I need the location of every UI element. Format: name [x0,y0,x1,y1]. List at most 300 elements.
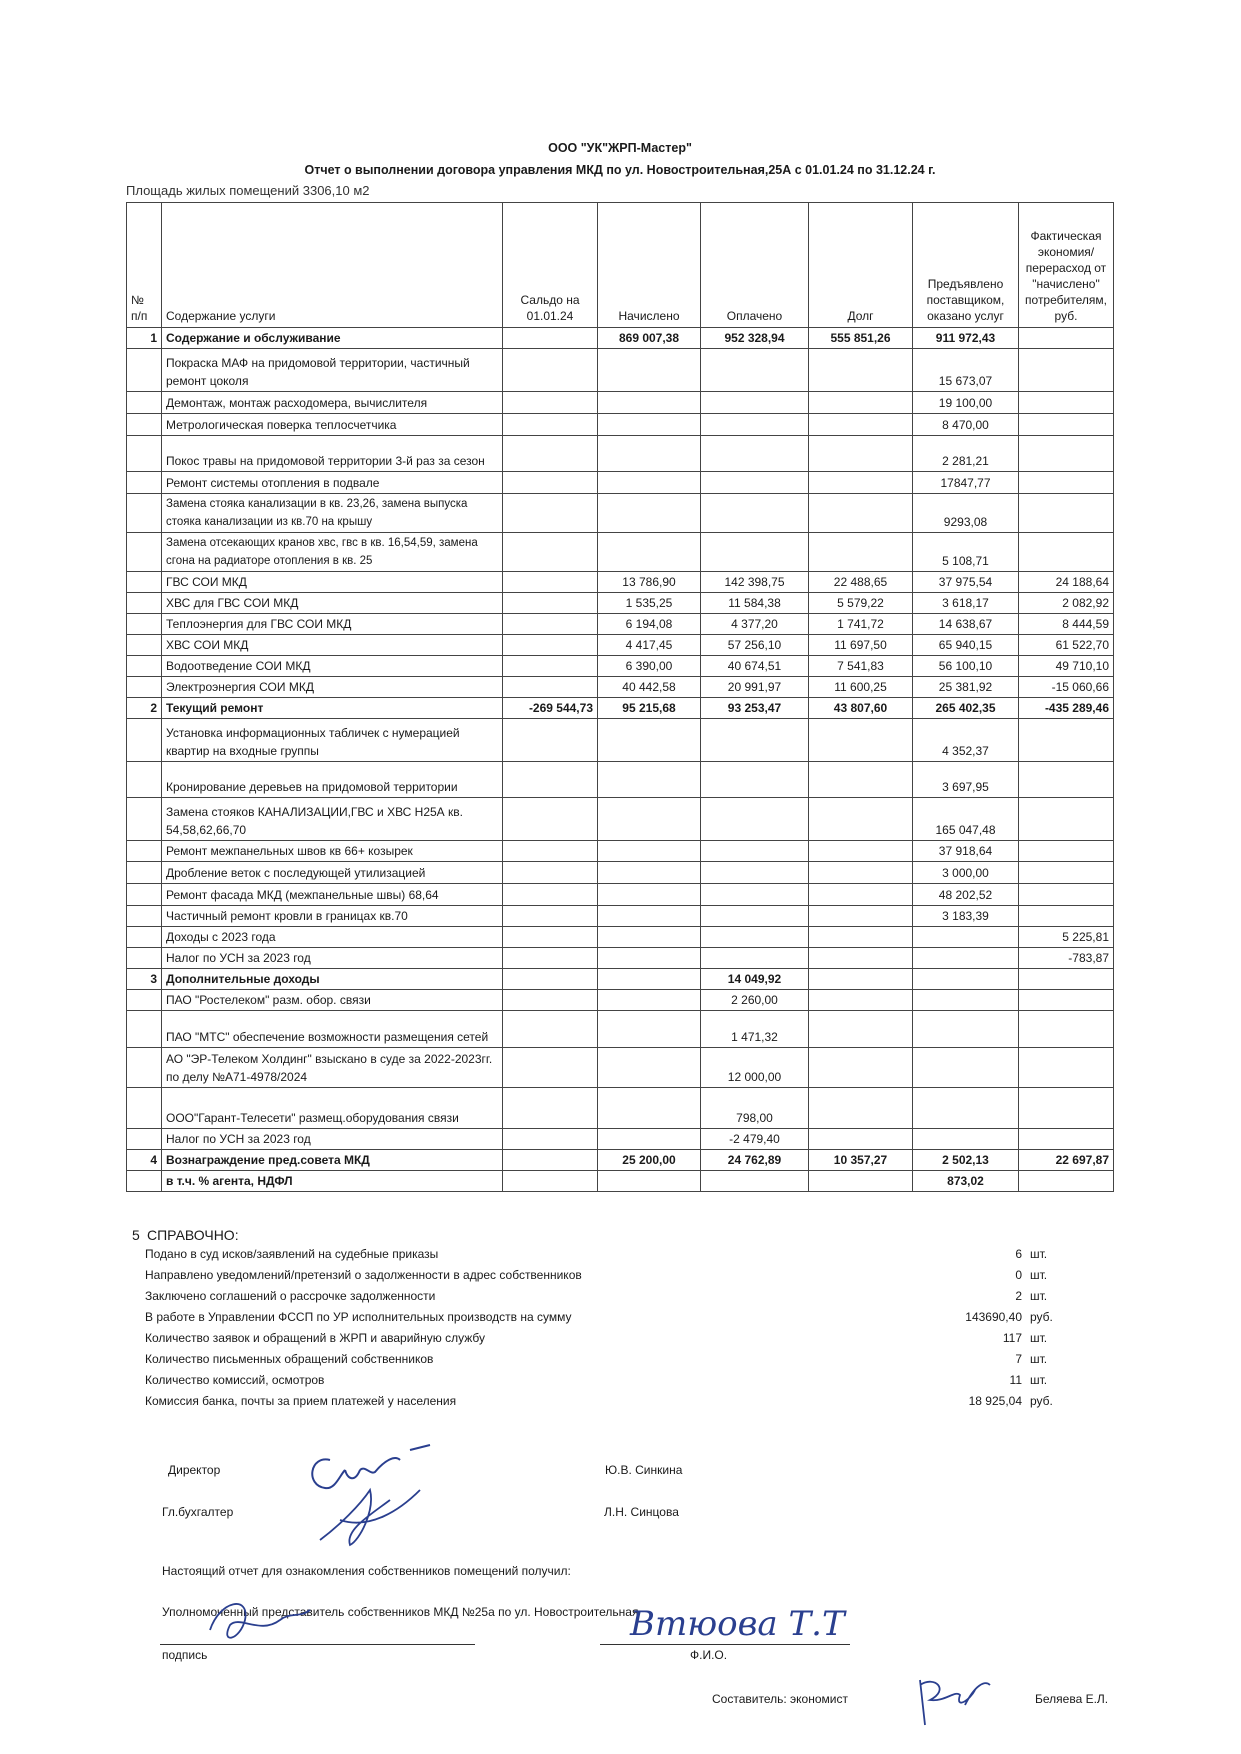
cell-charged [598,762,701,798]
cell-presented: 25 381,92 [913,677,1019,698]
cell-charged [598,414,701,436]
cell-economy: 8 444,59 [1019,614,1114,635]
table-row [127,635,1114,656]
cell-charged [598,927,701,948]
cell-charged [598,990,701,1011]
cell-saldo [503,798,598,841]
director-label: Директор [168,1463,221,1477]
cell-presented: 4 352,37 [913,719,1019,762]
table-row [127,719,1114,762]
company-name: ООО "УК"ЖРП-Мастер" [548,141,692,155]
cell-debt: 11 600,25 [809,677,913,698]
cell-service: Ремонт системы отопления в подвале [162,472,503,494]
cell-charged: 95 215,68 [598,698,701,719]
cell-economy [1019,841,1114,862]
cell-num [127,927,162,948]
cell-service: Демонтаж, монтаж расходомера, вычислителя [162,392,503,414]
cell-debt: 43 807,60 [809,698,913,719]
cell-charged [598,719,701,762]
col-paid-header: Оплачено [701,203,809,328]
cell-presented: 3 183,39 [913,906,1019,927]
cell-num [127,1088,162,1129]
cell-debt: 555 851,26 [809,328,913,349]
table-row [127,798,1114,841]
cell-presented [913,1129,1019,1150]
cell-saldo [503,436,598,472]
table-row [127,927,1114,948]
cell-debt [809,990,913,1011]
cell-paid [701,1171,809,1192]
cell-economy [1019,798,1114,841]
cell-charged: 1 535,25 [598,593,701,614]
reference-item-label: Количество письменных обращений собственников [145,1352,434,1366]
cell-paid: 1 471,32 [701,1011,809,1048]
cell-paid [701,533,809,572]
cell-presented: 9293,08 [913,494,1019,533]
cell-service: Налог по УСН за 2023 год [162,948,503,969]
cell-charged [598,906,701,927]
cell-economy: 49 710,10 [1019,656,1114,677]
reference-item-value: 6 [1015,1247,1022,1261]
cell-service: Содержание и обслуживание [162,328,503,349]
table-row [127,862,1114,884]
cell-presented: 873,02 [913,1171,1019,1192]
cell-saldo [503,927,598,948]
cell-debt [809,862,913,884]
cell-paid: 40 674,51 [701,656,809,677]
cell-presented: 2 502,13 [913,1150,1019,1171]
cell-economy: -435 289,46 [1019,698,1114,719]
cell-charged: 6 194,08 [598,614,701,635]
cell-num [127,349,162,392]
cell-debt [809,884,913,906]
cell-economy [1019,719,1114,762]
cell-saldo [503,656,598,677]
cell-economy [1019,1048,1114,1088]
cell-saldo [503,969,598,990]
table-row [127,1011,1114,1048]
col-presented-header: Предъявлено поставщиком, оказано услуг [913,203,1019,328]
cell-economy [1019,762,1114,798]
cell-debt [809,349,913,392]
reference-item-value: 117 [1002,1331,1022,1345]
table-row [127,328,1114,349]
cell-economy [1019,884,1114,906]
cell-service: Налог по УСН за 2023 год [162,1129,503,1150]
cell-debt [809,969,913,990]
cell-num [127,862,162,884]
table-row [127,677,1114,698]
cell-saldo [503,906,598,927]
cell-debt [809,414,913,436]
cell-economy [1019,1088,1114,1129]
cell-service: Водоотведение СОИ МКД [162,656,503,677]
cell-debt [809,1011,913,1048]
cell-paid [701,927,809,948]
table-row [127,533,1114,572]
cell-charged [598,1088,701,1129]
cell-paid [701,494,809,533]
cell-paid [701,884,809,906]
cell-service: ПАО "Ростелеком" разм. обор. связи [162,990,503,1011]
cell-debt [809,472,913,494]
cell-presented: 2 281,21 [913,436,1019,472]
cell-num [127,990,162,1011]
reference-item-value: 11 [1009,1373,1022,1387]
table-row [127,762,1114,798]
reference-item-value: 0 [1015,1268,1022,1282]
cell-num [127,798,162,841]
cell-num [127,472,162,494]
reference-item-label: Комиссия банка, почты за прием платежей у населения [145,1394,457,1408]
cell-presented [913,1048,1019,1088]
cell-service: Вознаграждение пред.совета МКД [162,1150,503,1171]
cell-economy: -783,87 [1019,948,1114,969]
cell-debt: 11 697,50 [809,635,913,656]
cell-service: в т.ч. % агента, НДФЛ [162,1171,503,1192]
cell-economy [1019,906,1114,927]
cell-paid [701,906,809,927]
cell-debt: 10 357,27 [809,1150,913,1171]
cell-saldo [503,1088,598,1129]
cell-charged [598,436,701,472]
cell-saldo [503,1150,598,1171]
cell-saldo [503,884,598,906]
cell-paid [701,436,809,472]
cell-service: Ремонт межпанельных швов кв 66+ козырек [162,841,503,862]
reference-item-unit: шт. [1030,1247,1048,1261]
cell-presented: 3 697,95 [913,762,1019,798]
table-row [127,1150,1114,1171]
cell-saldo [503,635,598,656]
cell-saldo [503,414,598,436]
cell-service: Замена стояков КАНАЛИЗАЦИИ,ГВС и ХВС Н25А кв. 54,58,62,66,70 [162,798,503,841]
cell-paid: 24 762,89 [701,1150,809,1171]
cell-service: Покраска МАФ на придомовой территории, частичный ремонт цоколя [162,349,503,392]
cell-service: ХВС СОИ МКД [162,635,503,656]
cell-economy [1019,1129,1114,1150]
cell-num [127,719,162,762]
reference-item-label: Количество комиссий, осмотров [145,1373,325,1387]
table-row [127,392,1114,414]
cell-debt [809,436,913,472]
cell-debt [809,392,913,414]
cell-presented: 3 618,17 [913,593,1019,614]
cell-debt [809,841,913,862]
cell-economy: 24 188,64 [1019,572,1114,593]
cell-charged [598,392,701,414]
cell-charged [598,533,701,572]
cell-economy: 5 225,81 [1019,927,1114,948]
cell-service: Замена стояка канализации в кв. 23,26, замена выпуска стояка канализации из кв.70 на крышу [162,494,503,533]
reference-item-unit: руб. [1030,1310,1053,1324]
col-economy-header: Фактическая экономия/перерасход от "начислено" потребителям, руб. [1019,203,1114,328]
cell-debt [809,798,913,841]
reference-item-unit: руб. [1030,1394,1053,1408]
cell-charged: 6 390,00 [598,656,701,677]
cell-economy [1019,328,1114,349]
cell-charged [598,884,701,906]
cell-presented: 911 972,43 [913,328,1019,349]
cell-num [127,1011,162,1048]
cell-economy [1019,1011,1114,1048]
cell-paid [701,762,809,798]
cell-paid: 12 000,00 [701,1048,809,1088]
table-header-row [127,203,1114,328]
table-row [127,948,1114,969]
cell-presented: 3 000,00 [913,862,1019,884]
cell-service: Ремонт фасада МКД (межпанельные швы) 68,64 [162,884,503,906]
table-row [127,1048,1114,1088]
cell-presented: 15 673,07 [913,349,1019,392]
cell-economy [1019,414,1114,436]
handwritten-fio-text: Втюова Т.Т [630,1604,845,1644]
table-row [127,698,1114,719]
cell-num [127,656,162,677]
cell-charged [598,1011,701,1048]
cell-economy [1019,392,1114,414]
cell-presented: 17847,77 [913,472,1019,494]
cell-economy [1019,472,1114,494]
cell-debt [809,533,913,572]
report-title: Отчет о выполнении договора управления МКД по ул. Новостроительная,25А с 01.01.24 по 31.12.24 г. [304,163,936,177]
reference-heading: СПРАВОЧНО: [147,1227,239,1243]
cell-num [127,614,162,635]
cell-presented: 14 638,67 [913,614,1019,635]
cell-economy: 2 082,92 [1019,593,1114,614]
table-row [127,884,1114,906]
cell-presented: 37 918,64 [913,841,1019,862]
cell-saldo [503,677,598,698]
cell-num [127,414,162,436]
cell-debt [809,927,913,948]
cell-num: 2 [127,698,162,719]
cell-service: Метрологическая поверка теплосчетчика [162,414,503,436]
reference-item-unit: шт. [1030,1373,1048,1387]
cell-paid: 20 991,97 [701,677,809,698]
cell-saldo [503,1171,598,1192]
representative-signature [190,1590,330,1650]
cell-presented [913,969,1019,990]
cell-debt [809,494,913,533]
reference-item-label: Направлено уведомлений/претензий о задолженности в адрес собственников [145,1268,582,1282]
cell-saldo [503,948,598,969]
cell-charged: 869 007,38 [598,328,701,349]
cell-economy [1019,862,1114,884]
cell-debt [809,948,913,969]
handwritten-fio [620,1595,880,1650]
cell-paid: 11 584,38 [701,593,809,614]
cell-saldo [503,862,598,884]
cell-num [127,1129,162,1150]
reference-item-label: В работе в Управлении ФССП по УР исполнительных производств на сумму [145,1310,572,1324]
director-signature [300,1430,480,1570]
table-row [127,593,1114,614]
col-saldo-header: Сальдо на 01.01.24 [503,203,598,328]
cell-saldo [503,349,598,392]
cell-saldo [503,472,598,494]
cell-num [127,494,162,533]
cell-saldo [503,719,598,762]
table-row [127,349,1114,392]
cell-debt [809,1088,913,1129]
table-row [127,656,1114,677]
cell-charged: 40 442,58 [598,677,701,698]
table-row [127,1129,1114,1150]
living-area: Площадь жилых помещений 3306,10 м2 [126,183,370,198]
table-row [127,414,1114,436]
reference-item-unit: шт. [1030,1331,1048,1345]
cell-presented: 19 100,00 [913,392,1019,414]
cell-economy [1019,436,1114,472]
cell-saldo [503,1129,598,1150]
cell-paid: 93 253,47 [701,698,809,719]
cell-presented: 48 202,52 [913,884,1019,906]
cell-charged [598,948,701,969]
cell-saldo [503,328,598,349]
cell-paid [701,798,809,841]
cell-num: 1 [127,328,162,349]
cell-debt [809,762,913,798]
cell-charged [598,494,701,533]
cell-presented [913,1011,1019,1048]
director-name: Ю.В. Синкина [605,1463,683,1477]
table-row [127,472,1114,494]
cell-paid: 4 377,20 [701,614,809,635]
reference-heading-num: 5 [132,1227,140,1243]
cell-saldo [503,1011,598,1048]
cell-num [127,948,162,969]
cell-num [127,1171,162,1192]
cell-economy [1019,533,1114,572]
reference-item-label: Подано в суд исков/заявлений на судебные приказы [145,1247,439,1261]
cell-economy [1019,1171,1114,1192]
table-row [127,494,1114,533]
cell-service: Текущий ремонт [162,698,503,719]
cell-debt: 22 488,65 [809,572,913,593]
cell-num [127,1048,162,1088]
cell-service: Дробление веток с последующей утилизацией [162,862,503,884]
accountant-name: Л.Н. Синцова [604,1505,679,1519]
cell-num: 3 [127,969,162,990]
cell-paid: 952 328,94 [701,328,809,349]
cell-saldo [503,392,598,414]
cell-charged [598,1171,701,1192]
cell-saldo [503,1048,598,1088]
cell-debt [809,1048,913,1088]
cell-economy: -15 060,66 [1019,677,1114,698]
cell-economy [1019,494,1114,533]
cell-paid: 2 260,00 [701,990,809,1011]
cell-economy [1019,969,1114,990]
reference-item-unit: шт. [1030,1352,1048,1366]
table-row [127,906,1114,927]
accountant-label: Гл.бухгалтер [162,1505,234,1519]
cell-presented: 56 100,10 [913,656,1019,677]
cell-debt: 1 741,72 [809,614,913,635]
cell-debt: 7 541,83 [809,656,913,677]
compiler-label: Составитель: экономист [712,1692,848,1706]
cell-service: Дополнительные доходы [162,969,503,990]
cell-saldo [503,533,598,572]
cell-presented: 8 470,00 [913,414,1019,436]
cell-saldo [503,593,598,614]
col-charged-header: Начислено [598,203,701,328]
cell-paid [701,414,809,436]
cell-presented: 37 975,54 [913,572,1019,593]
cell-saldo [503,990,598,1011]
cell-service: ГВС СОИ МКД [162,572,503,593]
cell-saldo [503,572,598,593]
cell-charged: 4 417,45 [598,635,701,656]
cell-charged [598,862,701,884]
received-text: Настоящий отчет для ознакомления собственников помещений получил: [162,1564,571,1578]
cell-num [127,533,162,572]
compiler-signature [905,1670,995,1730]
reference-item-label: Заключено соглашений о рассрочке задолженности [145,1289,436,1303]
cell-debt [809,906,913,927]
cell-presented: 265 402,35 [913,698,1019,719]
reference-item-value: 2 [1015,1289,1022,1303]
cell-paid: 57 256,10 [701,635,809,656]
cell-service: ООО"Гарант-Телесети" размещ.оборудования связи [162,1088,503,1129]
cell-paid [701,392,809,414]
cell-saldo: -269 544,73 [503,698,598,719]
representative-text: Уполномоченный представитель собственников МКД №25а по ул. Новостроительная [162,1605,639,1619]
cell-presented [913,1088,1019,1129]
cell-debt [809,1171,913,1192]
reference-item-value: 143690,40 [965,1310,1022,1324]
cell-service: Теплоэнергия для ГВС СОИ МКД [162,614,503,635]
table-row [127,614,1114,635]
cell-charged [598,472,701,494]
cell-debt [809,1129,913,1150]
cell-service: ПАО "МТС" обеспечение возможности размещения сетей [162,1011,503,1048]
signature-caption: подпись [162,1648,208,1662]
cell-paid: 14 049,92 [701,969,809,990]
cell-num [127,841,162,862]
cell-charged: 25 200,00 [598,1150,701,1171]
col-debt-header: Долг [809,203,913,328]
cell-num [127,436,162,472]
cell-paid [701,472,809,494]
cell-charged: 13 786,90 [598,572,701,593]
cell-charged [598,841,701,862]
table-row [127,436,1114,472]
cell-charged [598,349,701,392]
reference-item-unit: шт. [1030,1289,1048,1303]
cell-service: АО "ЭР-Телеком Холдинг" взыскано в суде за 2022-2023гг. по делу №А71-4978/2024 [162,1048,503,1088]
table-row [127,990,1114,1011]
cell-saldo [503,614,598,635]
cell-num [127,677,162,698]
table-row [127,1171,1114,1192]
fio-caption: Ф.И.О. [690,1648,728,1662]
cell-num [127,635,162,656]
cell-paid: 798,00 [701,1088,809,1129]
cell-saldo [503,762,598,798]
table-row [127,572,1114,593]
reference-item-unit: шт. [1030,1268,1048,1282]
cell-num [127,392,162,414]
cell-service: Доходы с 2023 года [162,927,503,948]
cell-num [127,906,162,927]
cell-saldo [503,841,598,862]
cell-num [127,884,162,906]
cell-paid: -2 479,40 [701,1129,809,1150]
reference-item-value: 18 925,04 [968,1394,1022,1408]
cell-presented: 5 108,71 [913,533,1019,572]
